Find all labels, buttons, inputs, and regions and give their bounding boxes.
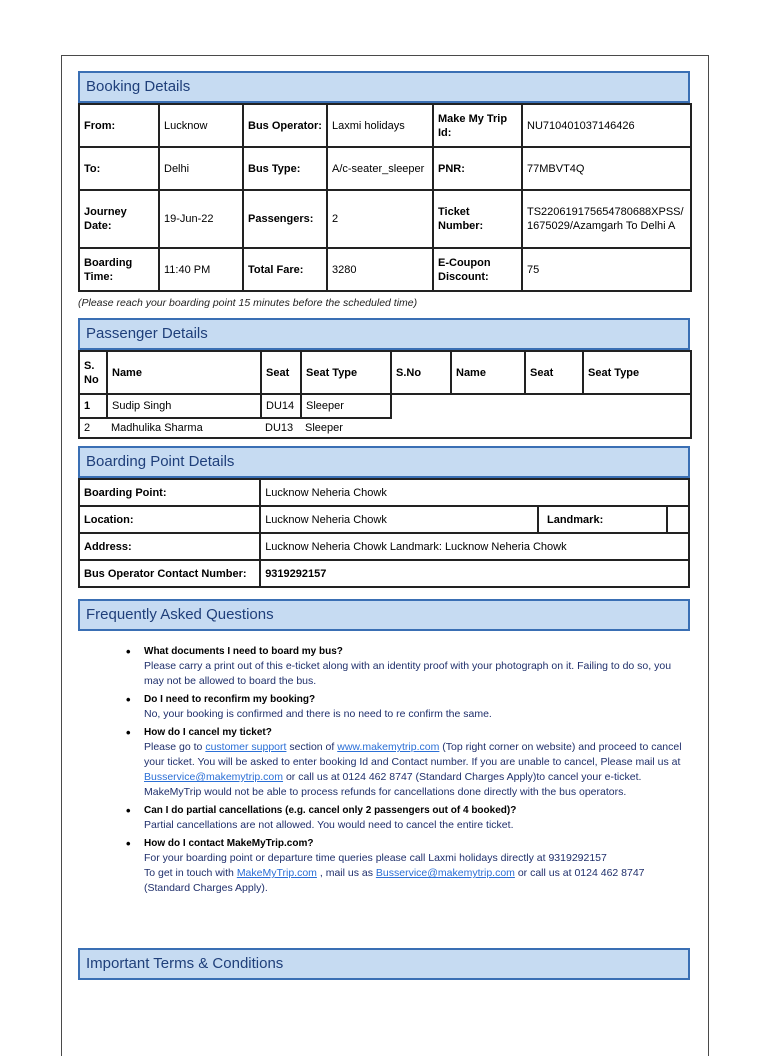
table-row [79, 418, 691, 438]
boarding-note: (Please reach your boarding point 15 minutes before the scheduled time) [78, 297, 418, 309]
operator-label: Bus Operator: [243, 104, 327, 147]
bus-type-value: A/c-seater_sleeper [327, 147, 433, 190]
boarding-point-value: Lucknow Neheria Chowk [260, 479, 689, 506]
landmark-label: Landmark: [538, 506, 667, 533]
makemytrip-website-link[interactable]: www.makemytrip.com [337, 741, 440, 753]
faq-answer-5-text: or call us at 0124 462 8747 (Standard Charges Apply). [144, 867, 645, 894]
passengers-value: 2 [327, 190, 433, 248]
passenger-seat: DU14 [261, 394, 301, 418]
faq-answer-3-refund-note: MakeMyTrip would not be able to process refunds for cancellations done directly with the bus operators. [144, 786, 627, 798]
col-seat-2: Seat [525, 351, 583, 394]
boarding-point-label: Boarding Point: [79, 479, 260, 506]
bus-type-label: Bus Type: [243, 147, 327, 190]
boarding-time-value: 11:40 PM [159, 248, 243, 291]
customer-support-link[interactable]: customer support [205, 741, 287, 753]
faq-question-5: • How do I contact MakeMyTrip.com? [122, 838, 682, 849]
address-label: Address: [79, 533, 260, 560]
location-value: Lucknow Neheria Chowk [260, 506, 538, 533]
faq-answer-3 [122, 740, 682, 800]
col-seat: Seat [261, 351, 301, 394]
total-fare-label: Total Fare: [243, 248, 327, 291]
ticket-page [61, 55, 709, 1056]
passengers-label: Passengers: [243, 190, 327, 248]
contact-value: 9319292157 [260, 560, 689, 587]
boarding-time-label: Boarding Time: [79, 248, 159, 291]
operator-value: Laxmi holidays [327, 104, 433, 147]
col-sno: S. No [79, 351, 107, 394]
contact-label: Bus Operator Contact Number: [79, 560, 260, 587]
to-label: To: [79, 147, 159, 190]
journey-date-label: Journey Date: [79, 190, 159, 248]
faq-question-1: • What documents I need to board my bus? [122, 646, 682, 657]
faq-answer-5-text: , mail us as [319, 867, 373, 879]
boarding-point-heading: Boarding Point Details [78, 446, 690, 478]
faq-answer-4: Partial cancellations are not allowed. You would need to cancel the entire ticket. [144, 819, 514, 831]
journey-date-value: 19-Jun-22 [159, 190, 243, 248]
pnr-label: PNR: [433, 147, 522, 190]
faq-list [122, 641, 682, 896]
ticket-number-value: TS220619175654780688XPSS/1675029/Azamgarh To Delhi A [522, 190, 691, 248]
faq-answer-5 [122, 851, 682, 896]
busservice-email-link[interactable]: Busservice@makemytrip.com [144, 771, 284, 783]
busservice-email-link-2[interactable]: Busservice@makemytrip.com [375, 867, 515, 879]
col-seat-type: Seat Type [301, 351, 391, 394]
faq-heading: Frequently Asked Questions [78, 599, 690, 631]
booking-details-table [78, 103, 692, 292]
passenger-name: Sudip Singh [107, 394, 261, 418]
from-label: From: [79, 104, 159, 147]
faq-question-2: • Do I need to reconfirm my booking? [122, 694, 682, 705]
passenger-seat-type: Sleeper [301, 418, 391, 438]
col-sno-2: S.No [391, 351, 451, 394]
table-row [79, 394, 691, 418]
to-value: Delhi [159, 147, 243, 190]
faq-question-4: • Can I do partial cancellations (e.g. cancel only 2 passengers out of 4 booked)? [122, 805, 682, 816]
coupon-value: 75 [522, 248, 691, 291]
faq-answer-3-text: Please go to [144, 741, 203, 753]
mmt-id-label: Make My Trip Id: [433, 104, 522, 147]
passenger-seat: DU13 [261, 418, 301, 438]
faq-answer-5-text: For your boarding point or departure time queries please call Laxmi holidays directly at 9319292157 [144, 852, 607, 864]
passenger-sno: 2 [79, 418, 107, 438]
passenger-name: Madhulika Sharma [107, 418, 261, 438]
col-name: Name [107, 351, 261, 394]
passenger-sno: 1 [79, 394, 107, 418]
from-value: Lucknow [159, 104, 243, 147]
faq-answer-5-text: To get in touch with [144, 867, 234, 879]
address-value: Lucknow Neheria Chowk Landmark: Lucknow Neheria Chowk [260, 533, 689, 560]
landmark-value [667, 506, 689, 533]
pnr-value: 77MBVT4Q [522, 147, 691, 190]
coupon-label: E-Coupon Discount: [433, 248, 522, 291]
total-fare-value: 3280 [327, 248, 433, 291]
faq-answer-3-text: section of [289, 741, 335, 753]
passenger-details-heading: Passenger Details [78, 318, 690, 350]
location-label: Location: [79, 506, 260, 533]
passenger-table [78, 350, 692, 439]
faq-question-3: • How do I cancel my ticket? [122, 727, 682, 738]
col-seat-type-2: Seat Type [583, 351, 691, 394]
ticket-number-label: Ticket Number: [433, 190, 522, 248]
faq-answer-3-text: or call us at 0124 462 8747 (Standard Charges Apply)to cancel your e-ticket. [285, 771, 642, 783]
booking-details-heading: Booking Details [78, 71, 690, 103]
col-name-2: Name [451, 351, 525, 394]
makemytrip-contact-link[interactable]: MakeMyTrip.com [236, 867, 317, 879]
faq-answer-3-text: (Top right corner on website) and proceed to cancel your ticket. You will be asked to enter booking Id and Contact number. If you are unable to cancel, Please mail us at [144, 741, 682, 768]
faq-answer-1: Please carry a print out of this e-ticket along with an identity proof with your photograph on it. Failing to do so, you may not be allowed to board the bus. [144, 660, 672, 687]
faq-answer-2: No, your booking is confirmed and there is no need to re confirm the same. [144, 708, 492, 720]
passenger-seat-type: Sleeper [301, 394, 391, 418]
mmt-id-value: NU710401037146426 [522, 104, 691, 147]
boarding-point-table [78, 478, 690, 588]
terms-heading: Important Terms & Conditions [78, 948, 690, 980]
